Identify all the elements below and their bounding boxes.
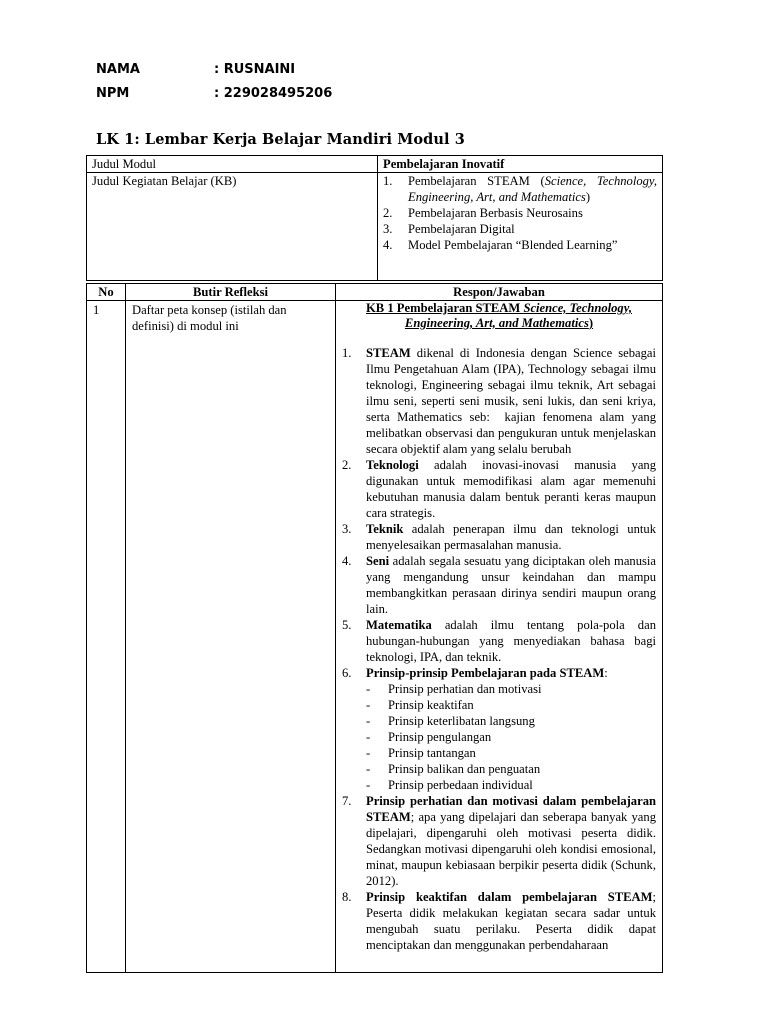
response-list — [342, 345, 656, 953]
row-respon — [336, 301, 663, 973]
kb1-title: KB 1 Pembelajaran STEAM Science, Technology, Engineering, Art, and Mathematics) — [366, 301, 632, 330]
list-item — [342, 457, 656, 521]
judul-modul-label: Judul Modul — [87, 156, 378, 173]
principle-item: - Prinsip pengulangan — [366, 729, 656, 745]
list-item-text: Teknologi adalah inovasi-inovasi manusia yang digunakan untuk memodifikasi alam agar memenuhi kebutuhan manusia dalam bentuk peranti keras maupun cara strategis. — [366, 458, 656, 520]
document-title: LK 1: Lembar Kerja Belajar Mandiri Modul 3 — [96, 131, 465, 148]
kb-item-number: 3. — [383, 222, 393, 236]
principle-item: - Prinsip keaktifan — [366, 697, 656, 713]
kb-item-number: 2. — [383, 206, 393, 220]
kb-item-text: Pembelajaran Berbasis Neurosains — [408, 206, 583, 220]
header-no: No — [87, 284, 126, 301]
kb-item-number: 4. — [383, 238, 393, 252]
kb-list-cell — [378, 173, 663, 281]
npm-label: NPM — [96, 86, 130, 101]
kb-item-number: 1. — [383, 174, 393, 188]
row-butir: Daftar peta konsep (istilah dan definisi) di modul ini — [126, 301, 336, 973]
row-no: 1 — [87, 301, 126, 973]
kb-item — [383, 237, 657, 253]
list-item-number: 1. — [342, 346, 352, 360]
module-row — [87, 156, 663, 173]
list-item-text: STEAM dikenal di Indonesia dengan Science sebagai Ilmu Pengetahuan Alam (IPA), Technology sebagai ilmu teknologi, Engineering sebagai ilmu teknik, Art sebagai ilmu seni, seperti seni musik, seni lukis, dan seni kriya, serta Mathematics seb: kajian fenomena alam yang melibatkan observasi dan pengukuran untuk menjelaskan secara objektif alam yang selalu berubah — [366, 346, 656, 456]
principle-sublist — [366, 681, 656, 793]
list-item-number: 4. — [342, 554, 352, 568]
list-item-number: 7. — [342, 794, 352, 808]
list-item-text: Prinsip-prinsip Pembelajaran pada STEAM: — [366, 666, 608, 680]
list-item-text: Matematika adalah ilmu tentang pola-pola dan hubungan-hubungan yang menyediakan bahasa bagi teknologi, IPA, dan teknik. — [366, 618, 656, 664]
kb-item — [383, 173, 657, 205]
header-butir: Butir Refleksi — [126, 284, 336, 301]
list-item-number: 3. — [342, 522, 352, 536]
principle-item: - Prinsip keterlibatan langsung — [366, 713, 656, 729]
principle-item: - Prinsip tantangan — [366, 745, 656, 761]
list-item-number: 2. — [342, 458, 352, 472]
list-item-number: 8. — [342, 890, 352, 904]
list-item-number: 6. — [342, 666, 352, 680]
header-respon: Respon/Jawaban — [336, 284, 663, 301]
reflection-header-row — [87, 284, 663, 301]
reflection-table — [86, 283, 663, 973]
kb-item-text: Pembelajaran Digital — [408, 222, 515, 236]
list-item-text: Prinsip perhatian dan motivasi dalam pembelajaran STEAM; apa yang dipelajari dan seberapa banyak yang dipelajari, dipengaruhi oleh motivasi peserta didik. Sedangkan motivasi dipengaruhi oleh kondisi emosional, minat, maupun kebiasaan berpikir peserta didik (Schunk, 2012). — [366, 794, 656, 888]
list-item-number: 5. — [342, 618, 352, 632]
list-item — [342, 345, 656, 457]
judul-modul-value: Pembelajaran Inovatif — [378, 156, 663, 173]
list-item — [342, 665, 656, 793]
list-item-text: Seni adalah segala sesuatu yang diciptakan oleh manusia yang mengandung unsur keindahan dan mampu membangkitkan perasaan dirinya sendiri maupun orang lain. — [366, 554, 656, 616]
npm-row — [96, 86, 332, 101]
list-item — [342, 889, 656, 953]
kb-list — [383, 173, 657, 253]
list-item — [342, 521, 656, 553]
list-item — [342, 617, 656, 665]
nama-label: NAMA — [96, 62, 140, 77]
nama-row — [96, 62, 295, 77]
kb-item — [383, 221, 657, 237]
kb-row — [87, 173, 663, 281]
npm-value: : 229028495206 — [214, 86, 333, 101]
kb-item-text: Pembelajaran STEAM (Science, Technology, Engineering, Art, and Mathematics) — [408, 174, 657, 204]
kb-item — [383, 205, 657, 221]
list-item — [342, 553, 656, 617]
module-table — [86, 155, 663, 281]
kb-item-text: Model Pembelajaran “Blended Learning” — [408, 238, 618, 252]
principle-item: - Prinsip balikan dan penguatan — [366, 761, 656, 777]
list-item-text: Prinsip keaktifan dalam pembelajaran STEAM; Peserta didik melakukan kegiatan secara sadar untuk mengubah suatu perilaku. Peserta didik dapat menciptakan dan menggunakan perbendaharaan — [366, 890, 656, 952]
table-row — [87, 301, 663, 973]
list-item — [342, 793, 656, 889]
nama-value: : RUSNAINI — [214, 62, 296, 77]
judul-kb-label: Judul Kegiatan Belajar (KB) — [87, 173, 378, 281]
principle-item: - Prinsip perhatian dan motivasi — [366, 681, 656, 697]
list-item-text: Teknik adalah penerapan ilmu dan teknologi untuk menyelesaikan permasalahan manusia. — [366, 522, 656, 552]
principle-item: - Prinsip perbedaan individual — [366, 777, 656, 793]
